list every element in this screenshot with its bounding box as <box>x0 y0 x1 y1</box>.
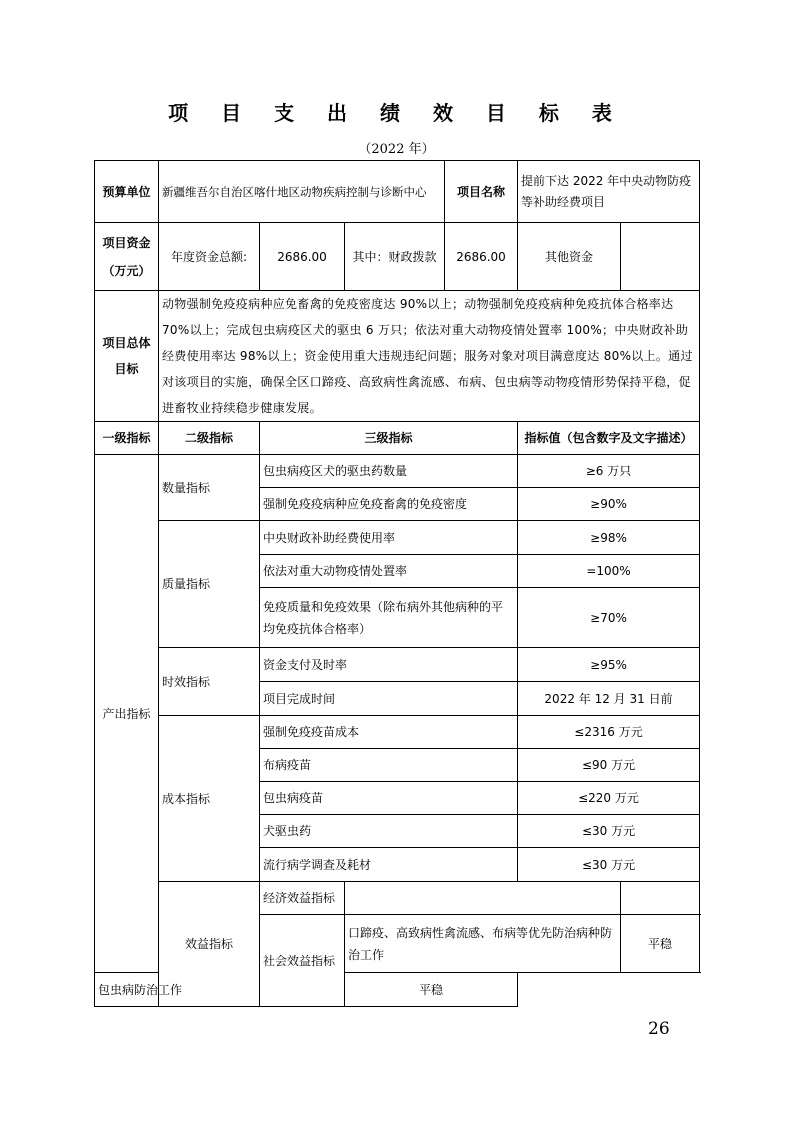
indicator-value: 平稳 <box>345 973 518 1007</box>
budget-unit-label: 预算单位 <box>95 161 159 223</box>
cost-label: 成本指标 <box>159 716 260 882</box>
indicator-value: ≤90 万元 <box>518 749 700 782</box>
goal-text: 动物强制免疫疫病种应免畜禽的免疫密度达 90%以上；动物强制免疫疫病种免疫抗体合格率达 70%以上；完成包虫病疫区犬的驱虫 6 万只；依法对重大动物疫情处置率 100%；中央财政补助经费使用率达 98%以上；资金使用重大违规违纪问题；服务对象对项目满意度达 80%以上。通过对该项目的实施，确保全区口蹄疫、高致病性禽流感、布病、包虫病等动物疫情形势保持平稳，促进畜牧业持续稳步健康发展。 <box>159 291 700 422</box>
indicator-value: ≤30 万元 <box>518 815 700 848</box>
indicator-value: 2022 年 12 月 31 日前 <box>518 682 700 716</box>
col-level3: 三级指标 <box>260 422 518 455</box>
column-header-row <box>95 422 700 455</box>
indicator-name: 免疫质量和免疫效果（除布病外其他病种的平均免疫抗体合格率） <box>260 588 518 648</box>
indicator-name: 依法对重大动物疫情处置率 <box>260 555 518 588</box>
page-number: 26 <box>648 1019 670 1039</box>
indicator-value: ≥90% <box>518 488 700 521</box>
table-row <box>95 521 700 555</box>
table-row <box>95 716 700 749</box>
col-level1: 一级指标 <box>95 422 159 455</box>
funds-fiscal-value: 2686.00 <box>445 223 518 291</box>
table-row <box>95 648 700 682</box>
indicator-value: ≥98% <box>518 521 700 555</box>
indicator-name <box>345 882 621 915</box>
indicator-name: 包虫病疫区犬的驱虫药数量 <box>260 455 518 488</box>
funds-total-value: 2686.00 <box>260 223 345 291</box>
indicator-value: ≥6 万只 <box>518 455 700 488</box>
budget-unit-value: 新疆维吾尔自治区喀什地区动物疾病控制与诊断中心 <box>159 161 445 223</box>
indicator-name: 口蹄疫、高致病性禽流感、布病等优先防治病种防治工作 <box>345 915 621 973</box>
page-title: 项 目 支 出 绩 效 目 标 表 <box>168 101 625 125</box>
timeliness-label: 时效指标 <box>159 648 260 716</box>
funds-total-label: 年度资金总额: <box>159 223 260 291</box>
indicator-value: ≥95% <box>518 648 700 682</box>
indicator-name: 布病疫苗 <box>260 749 518 782</box>
col-value: 指标值（包含数字及文字描述） <box>518 422 700 455</box>
indicator-name: 项目完成时间 <box>260 682 518 716</box>
year-subtitle: （2022 年） <box>358 142 435 157</box>
table-row <box>95 882 700 915</box>
indicator-name: 流行病学调查及耗材 <box>260 848 518 882</box>
indicator-value <box>621 882 700 915</box>
social-label: 社会效益指标 <box>260 915 345 1007</box>
funds-row <box>95 223 700 291</box>
indicator-name: 犬驱虫药 <box>260 815 518 848</box>
table-row <box>95 973 700 1007</box>
goal-row <box>95 291 700 422</box>
project-name-label: 项目名称 <box>445 161 518 223</box>
indicator-name: 包虫病疫苗 <box>260 782 518 815</box>
indicator-value: ≤220 万元 <box>518 782 700 815</box>
funds-label: 项目资金（万元） <box>95 223 159 291</box>
indicator-name: 包虫病防治工作 <box>95 973 345 1007</box>
funds-other-value <box>621 223 700 291</box>
project-name-value: 提前下达 2022 年中央动物防疫等补助经费项目 <box>518 161 700 223</box>
quality-label: 质量指标 <box>159 521 260 648</box>
funds-fiscal-label: 其中：财政拨款 <box>345 223 445 291</box>
indicator-name: 强制免疫疫苗成本 <box>260 716 518 749</box>
indicator-value: =100% <box>518 555 700 588</box>
col-level2: 二级指标 <box>159 422 260 455</box>
quantity-label: 数量指标 <box>159 455 260 521</box>
indicator-value: ≤30 万元 <box>518 848 700 882</box>
indicator-value: ≤2316 万元 <box>518 716 700 749</box>
indicator-name: 资金支付及时率 <box>260 648 518 682</box>
indicator-value: ≥70% <box>518 588 700 648</box>
funds-other-label: 其他资金 <box>518 223 621 291</box>
goal-label: 项目总体目标 <box>95 291 159 422</box>
header-row <box>95 161 700 223</box>
indicator-name: 强制免疫疫病种应免疫畜禽的免疫密度 <box>260 488 518 521</box>
indicator-value: 平稳 <box>621 915 700 973</box>
economic-label: 经济效益指标 <box>260 882 345 915</box>
output-level1: 产出指标 <box>95 455 159 973</box>
indicator-name: 中央财政补助经费使用率 <box>260 521 518 555</box>
table-row <box>95 455 700 488</box>
benefit-level1: 效益指标 <box>159 882 260 1007</box>
performance-table <box>94 160 700 1007</box>
